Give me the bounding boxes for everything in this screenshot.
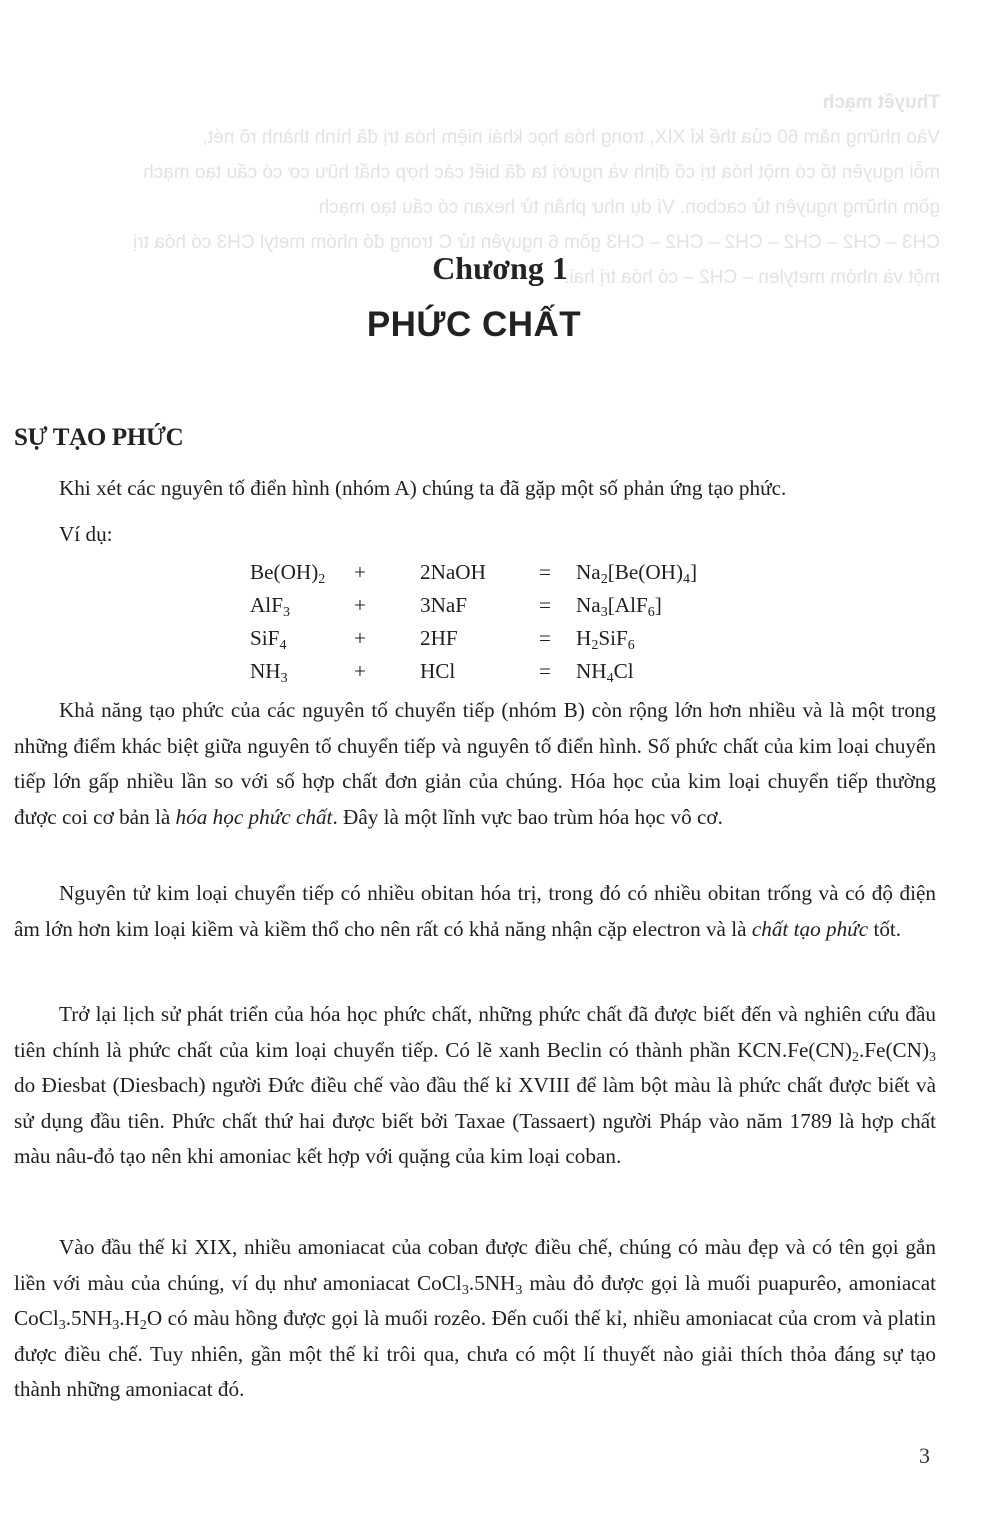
ghost-heading: Thuyết mạch — [822, 92, 940, 113]
chapter-label: Chương 1 — [432, 250, 568, 286]
reactant-2: HCl — [420, 659, 456, 683]
paragraph-history: Trở lại lịch sử phát triển của hóa học phức chất, những phức chất đã được biết đến và nghiên cứu đầu tiên chính là phức chất của kim loại chuyển tiếp. Có lẽ xanh Beclin có thành phần $KCN.Fe(CN)_2.Fe(CN)_3$ do Điesbat (Diesbach) người Đức điều chế vào đầu thế kỉ XVIII để làm bột màu là phức chất được biết và sử dụng đầu tiên. Phức chất thứ hai được biết bởi Taxae (Tassaert) người Pháp vào năm 1789 là hợp chất màu nâu-đỏ tạo nên khi amoniac kết hợp với quặng của kim loại coban. — [14, 1002, 936, 1168]
product: $H_2SiF_6$ — [576, 626, 635, 653]
ghost-line: gồm những nguyên tử cacbon. Ví dụ như phân tử hexan có cấu tạo mạch — [318, 197, 940, 218]
example-label: Ví dụ: — [59, 522, 113, 546]
emphasis-text: hóa học phức chất — [175, 804, 333, 829]
paragraph-amoniacat: Vào đầu thế kỉ XIX, nhiều amoniacat của coban được điều chế, chúng có màu đẹp và có tên gọi gắn liền với màu của chúng, ví dụ như amoniacat $CoCl_3.5NH_3$ màu đỏ được gọi là muối puapurêo, amoniacat $CoCl_3.5NH_3.H_2O$ có màu hồng được gọi là muối rozêo. Đến cuối thế kỉ, nhiều amoniacat của crom và platin được điều chế. Tuy nhiên, gần một thế kỉ trôi qua, chưa có một lí thuyết nào giải thích thỏa đáng sự tạo thành những amoniacat đó. — [14, 1235, 936, 1401]
plus-sign: + — [354, 560, 366, 584]
emphasis-text: chất tạo phức — [751, 916, 869, 941]
equation-row — [250, 655, 697, 688]
section-heading: SỰ TẠO PHỨC — [14, 424, 184, 451]
equation-table — [250, 556, 697, 688]
plus-sign: + — [354, 593, 366, 617]
reactant-2: 3NaF — [420, 593, 468, 617]
equals-sign: = — [539, 560, 551, 584]
product: $Na_3[AlF_6]$ — [576, 593, 662, 620]
reactant-2: 2NaOH — [420, 560, 486, 584]
plus-sign: + — [354, 659, 366, 683]
ghost-line: Vào những năm 60 của thế kỉ XIX, trong hóa học khái niệm hóa trị đã hình thành rõ nét, — [202, 127, 940, 148]
reactant-2: 2HF — [420, 626, 458, 650]
equation-row — [250, 556, 697, 589]
equation-row — [250, 589, 697, 622]
equals-sign: = — [539, 593, 551, 617]
ghost-line: mỗi nguyên tố có một hóa trị cố định và người ta đã biết các hợp chất hữu cơ có cấu tạo mạch — [143, 162, 940, 183]
product: $Na_2[Be(OH)_4]$ — [576, 560, 698, 587]
page-number: 3 — [919, 1443, 930, 1468]
ghost-line: CH3 – CH2 – CH2 – CH2 – CH2 – CH3 gồm 6 nguyên tử C trong đó nhóm metyl CH3 có hóa trị — [133, 232, 940, 253]
ghost-line: một và nhóm metylen – CH2 – có hóa trị hai. — [564, 267, 940, 288]
paragraph-transition-metals: Khả năng tạo phức của các nguyên tố chuyển tiếp (nhóm B) còn rộng lớn hơn nhiều và là một trong những điểm khác biệt giữa nguyên tố chuyển tiếp và nguyên tố điển hình. Số phức chất của kim loại chuyển tiếp lớn gấp nhiều lần so với số hợp chất đơn giản của chúng. Hóa học của kim loại chuyển tiếp thường được coi cơ bản là hóa học phức chất. Đây là một lĩnh vực bao trùm hóa học vô cơ. — [14, 698, 936, 829]
equals-sign: = — [539, 626, 551, 650]
paragraph-intro: Khi xét các nguyên tố điển hình (nhóm A) chúng ta đã gặp một số phản ứng tạo phức. — [59, 476, 787, 500]
reactant-1: $Be(OH)_2$ — [250, 560, 326, 587]
reactant-1: AlF$_3$ — [250, 593, 290, 620]
reactant-1: SiF$_4$ — [250, 626, 287, 653]
chapter-title: PHỨC CHẤT — [366, 305, 582, 344]
equation-row — [250, 622, 697, 655]
product: $NH_4Cl$ — [576, 659, 634, 686]
plus-sign: + — [354, 626, 366, 650]
reactant-1: $NH_3$ — [250, 659, 288, 686]
paragraph-orbitals: Nguyên tử kim loại chuyển tiếp có nhiều obitan hóa trị, trong đó có nhiều obitan trống và có độ điện âm lớn hơn kim loại kiềm và kiềm thổ cho nên rất có khả năng nhận cặp electron và là chất tạo phức tốt. — [14, 881, 936, 941]
equals-sign: = — [539, 659, 551, 683]
